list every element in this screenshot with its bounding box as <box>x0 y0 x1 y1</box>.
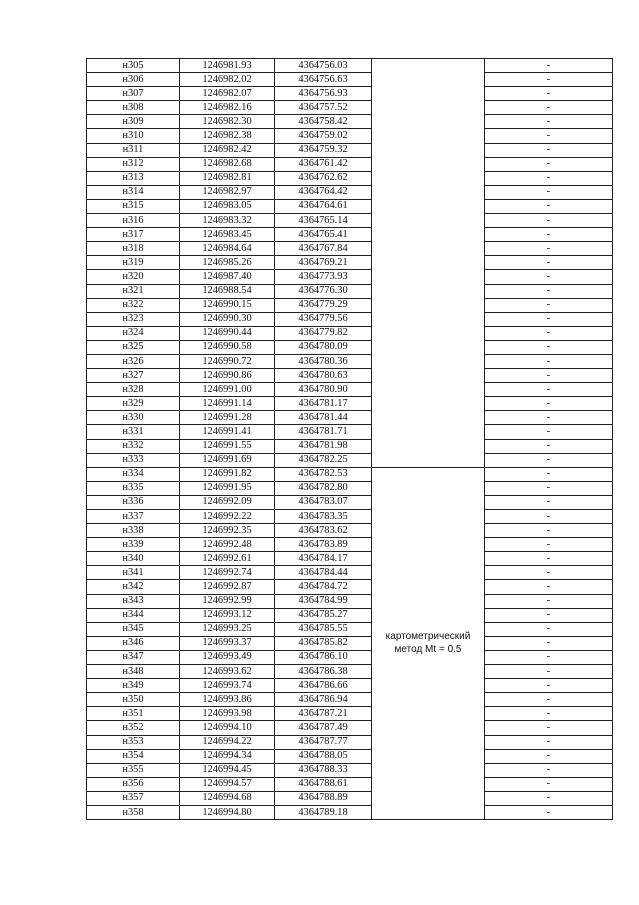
table-row <box>87 524 613 538</box>
y-coord-cell: 4364783.89 <box>275 538 372 552</box>
note-cell: - <box>485 805 613 819</box>
point-id-cell: н310 <box>87 129 180 143</box>
y-coord-cell: 4364782.53 <box>275 467 372 481</box>
point-id-cell: н349 <box>87 679 180 693</box>
x-coord-cell: 1246994.34 <box>180 749 275 763</box>
y-coord-cell: 4364788.89 <box>275 791 372 805</box>
y-coord-cell: 4364780.63 <box>275 369 372 383</box>
y-coord-cell: 4364765.41 <box>275 228 372 242</box>
x-coord-cell: 1246983.32 <box>180 214 275 228</box>
table-row <box>87 552 613 566</box>
y-coord-cell: 4364756.03 <box>275 59 372 73</box>
table-row <box>87 256 613 270</box>
x-coord-cell: 1246992.22 <box>180 510 275 524</box>
x-coord-cell: 1246988.54 <box>180 284 275 298</box>
point-id-cell: н319 <box>87 256 180 270</box>
note-cell: - <box>485 777 613 791</box>
point-id-cell: н348 <box>87 665 180 679</box>
x-coord-cell: 1246993.98 <box>180 707 275 721</box>
table-row <box>87 171 613 185</box>
note-cell: - <box>485 650 613 664</box>
y-coord-cell: 4364783.35 <box>275 510 372 524</box>
point-id-cell: н334 <box>87 467 180 481</box>
x-coord-cell: 1246992.09 <box>180 495 275 509</box>
point-id-cell: н332 <box>87 439 180 453</box>
y-coord-cell: 4364769.21 <box>275 256 372 270</box>
point-id-cell: н339 <box>87 538 180 552</box>
method-cell-upper <box>372 59 485 468</box>
note-cell: - <box>485 73 613 87</box>
point-id-cell: н354 <box>87 749 180 763</box>
y-coord-cell: 4364764.61 <box>275 199 372 213</box>
x-coord-cell: 1246990.15 <box>180 298 275 312</box>
x-coord-cell: 1246983.45 <box>180 228 275 242</box>
table-row <box>87 298 613 312</box>
x-coord-cell: 1246993.74 <box>180 679 275 693</box>
x-coord-cell: 1246993.25 <box>180 622 275 636</box>
x-coord-cell: 1246982.81 <box>180 171 275 185</box>
y-coord-cell: 4364784.17 <box>275 552 372 566</box>
x-coord-cell: 1246992.99 <box>180 594 275 608</box>
table-row <box>87 326 613 340</box>
x-coord-cell: 1246993.37 <box>180 636 275 650</box>
note-cell: - <box>485 495 613 509</box>
y-coord-cell: 4364764.42 <box>275 185 372 199</box>
y-coord-cell: 4364787.21 <box>275 707 372 721</box>
x-coord-cell: 1246991.82 <box>180 467 275 481</box>
x-coord-cell: 1246992.74 <box>180 566 275 580</box>
table-row <box>87 129 613 143</box>
note-cell: - <box>485 397 613 411</box>
point-id-cell: н342 <box>87 580 180 594</box>
table-row <box>87 214 613 228</box>
x-coord-cell: 1246992.87 <box>180 580 275 594</box>
table-row <box>87 270 613 284</box>
y-coord-cell: 4364782.80 <box>275 481 372 495</box>
table-row <box>87 538 613 552</box>
note-cell: - <box>485 594 613 608</box>
note-cell: - <box>485 383 613 397</box>
y-coord-cell: 4364789.18 <box>275 805 372 819</box>
note-cell: - <box>485 721 613 735</box>
note-cell: - <box>485 679 613 693</box>
note-cell: - <box>485 171 613 185</box>
y-coord-cell: 4364788.33 <box>275 763 372 777</box>
point-id-cell: н309 <box>87 115 180 129</box>
point-id-cell: н357 <box>87 791 180 805</box>
note-cell: - <box>485 453 613 467</box>
y-coord-cell: 4364780.09 <box>275 340 372 354</box>
point-id-cell: н312 <box>87 157 180 171</box>
x-coord-cell: 1246985.26 <box>180 256 275 270</box>
y-coord-cell: 4364759.32 <box>275 143 372 157</box>
x-coord-cell: 1246990.72 <box>180 354 275 368</box>
note-cell: - <box>485 665 613 679</box>
note-cell: - <box>485 284 613 298</box>
note-cell: - <box>485 157 613 171</box>
note-cell: - <box>485 59 613 73</box>
x-coord-cell: 1246994.22 <box>180 735 275 749</box>
x-coord-cell: 1246990.44 <box>180 326 275 340</box>
point-id-cell: н325 <box>87 340 180 354</box>
point-id-cell: н340 <box>87 552 180 566</box>
table-row <box>87 665 613 679</box>
table-row <box>87 185 613 199</box>
x-coord-cell: 1246983.05 <box>180 199 275 213</box>
note-cell: - <box>485 256 613 270</box>
table-row <box>87 622 613 636</box>
table-row <box>87 749 613 763</box>
point-id-cell: н318 <box>87 242 180 256</box>
x-coord-cell: 1246994.57 <box>180 777 275 791</box>
x-coord-cell: 1246991.69 <box>180 453 275 467</box>
x-coord-cell: 1246991.41 <box>180 425 275 439</box>
note-cell: - <box>485 312 613 326</box>
note-cell: - <box>485 228 613 242</box>
note-cell: - <box>485 185 613 199</box>
note-cell: - <box>485 538 613 552</box>
point-id-cell: н355 <box>87 763 180 777</box>
note-cell: - <box>485 467 613 481</box>
note-cell: - <box>485 763 613 777</box>
note-cell: - <box>485 411 613 425</box>
point-id-cell: н313 <box>87 171 180 185</box>
table-row <box>87 467 613 481</box>
point-id-cell: н307 <box>87 87 180 101</box>
x-coord-cell: 1246994.68 <box>180 791 275 805</box>
point-id-cell: н350 <box>87 693 180 707</box>
table-row <box>87 791 613 805</box>
note-cell: - <box>485 608 613 622</box>
point-id-cell: н320 <box>87 270 180 284</box>
table-row <box>87 636 613 650</box>
x-coord-cell: 1246991.14 <box>180 397 275 411</box>
point-id-cell: н311 <box>87 143 180 157</box>
y-coord-cell: 4364786.38 <box>275 665 372 679</box>
y-coord-cell: 4364758.42 <box>275 115 372 129</box>
x-coord-cell: 1246991.28 <box>180 411 275 425</box>
table-row <box>87 735 613 749</box>
table-row <box>87 157 613 171</box>
y-coord-cell: 4364781.17 <box>275 397 372 411</box>
table-row <box>87 763 613 777</box>
note-cell: - <box>485 340 613 354</box>
note-cell: - <box>485 735 613 749</box>
note-cell: - <box>485 270 613 284</box>
point-id-cell: н351 <box>87 707 180 721</box>
note-cell: - <box>485 354 613 368</box>
y-coord-cell: 4364759.02 <box>275 129 372 143</box>
x-coord-cell: 1246982.16 <box>180 101 275 115</box>
table-row <box>87 242 613 256</box>
table-row <box>87 805 613 819</box>
x-coord-cell: 1246987.40 <box>180 270 275 284</box>
x-coord-cell: 1246982.68 <box>180 157 275 171</box>
note-cell: - <box>485 481 613 495</box>
table-row <box>87 199 613 213</box>
y-coord-cell: 4364780.90 <box>275 383 372 397</box>
table-row <box>87 73 613 87</box>
point-id-cell: н358 <box>87 805 180 819</box>
x-coord-cell: 1246994.45 <box>180 763 275 777</box>
point-id-cell: н326 <box>87 354 180 368</box>
table-row <box>87 650 613 664</box>
point-id-cell: н328 <box>87 383 180 397</box>
x-coord-cell: 1246993.62 <box>180 665 275 679</box>
x-coord-cell: 1246982.38 <box>180 129 275 143</box>
x-coord-cell: 1246992.35 <box>180 524 275 538</box>
point-id-cell: н308 <box>87 101 180 115</box>
coordinates-table-body <box>87 59 613 820</box>
y-coord-cell: 4364787.77 <box>275 735 372 749</box>
table-row <box>87 143 613 157</box>
coordinates-table <box>86 58 613 820</box>
y-coord-cell: 4364786.94 <box>275 693 372 707</box>
y-coord-cell: 4364783.62 <box>275 524 372 538</box>
table-row <box>87 369 613 383</box>
point-id-cell: н356 <box>87 777 180 791</box>
note-cell: - <box>485 129 613 143</box>
point-id-cell: н344 <box>87 608 180 622</box>
table-row <box>87 425 613 439</box>
note-cell: - <box>485 791 613 805</box>
y-coord-cell: 4364787.49 <box>275 721 372 735</box>
note-cell: - <box>485 101 613 115</box>
point-id-cell: н321 <box>87 284 180 298</box>
point-id-cell: н335 <box>87 481 180 495</box>
point-id-cell: н343 <box>87 594 180 608</box>
table-row <box>87 566 613 580</box>
note-cell: - <box>485 749 613 763</box>
point-id-cell: н314 <box>87 185 180 199</box>
x-coord-cell: 1246982.42 <box>180 143 275 157</box>
y-coord-cell: 4364762.62 <box>275 171 372 185</box>
table-row <box>87 354 613 368</box>
y-coord-cell: 4364781.44 <box>275 411 372 425</box>
point-id-cell: н333 <box>87 453 180 467</box>
y-coord-cell: 4364784.72 <box>275 580 372 594</box>
point-id-cell: н323 <box>87 312 180 326</box>
x-coord-cell: 1246984.64 <box>180 242 275 256</box>
note-cell: - <box>485 510 613 524</box>
note-cell: - <box>485 369 613 383</box>
table-row <box>87 608 613 622</box>
y-coord-cell: 4364773.93 <box>275 270 372 284</box>
y-coord-cell: 4364776.30 <box>275 284 372 298</box>
y-coord-cell: 4364783.07 <box>275 495 372 509</box>
note-cell: - <box>485 524 613 538</box>
table-row <box>87 510 613 524</box>
table-row <box>87 481 613 495</box>
table-row <box>87 679 613 693</box>
y-coord-cell: 4364785.55 <box>275 622 372 636</box>
table-row <box>87 777 613 791</box>
table-row <box>87 397 613 411</box>
point-id-cell: н322 <box>87 298 180 312</box>
note-cell: - <box>485 707 613 721</box>
table-row <box>87 101 613 115</box>
y-coord-cell: 4364780.36 <box>275 354 372 368</box>
point-id-cell: н352 <box>87 721 180 735</box>
x-coord-cell: 1246991.55 <box>180 439 275 453</box>
table-row <box>87 228 613 242</box>
note-cell: - <box>485 143 613 157</box>
note-cell: - <box>485 552 613 566</box>
note-cell: - <box>485 298 613 312</box>
x-coord-cell: 1246982.97 <box>180 185 275 199</box>
x-coord-cell: 1246993.49 <box>180 650 275 664</box>
note-cell: - <box>485 425 613 439</box>
point-id-cell: н331 <box>87 425 180 439</box>
y-coord-cell: 4364782.25 <box>275 453 372 467</box>
x-coord-cell: 1246990.30 <box>180 312 275 326</box>
x-coord-cell: 1246992.61 <box>180 552 275 566</box>
note-cell: - <box>485 566 613 580</box>
point-id-cell: н330 <box>87 411 180 425</box>
y-coord-cell: 4364757.52 <box>275 101 372 115</box>
y-coord-cell: 4364779.82 <box>275 326 372 340</box>
table-row <box>87 453 613 467</box>
x-coord-cell: 1246991.95 <box>180 481 275 495</box>
x-coord-cell: 1246994.10 <box>180 721 275 735</box>
x-coord-cell: 1246993.86 <box>180 693 275 707</box>
x-coord-cell: 1246981.93 <box>180 59 275 73</box>
y-coord-cell: 4364788.05 <box>275 749 372 763</box>
note-cell: - <box>485 580 613 594</box>
note-cell: - <box>485 214 613 228</box>
x-coord-cell: 1246990.58 <box>180 340 275 354</box>
x-coord-cell: 1246990.86 <box>180 369 275 383</box>
point-id-cell: н316 <box>87 214 180 228</box>
point-id-cell: н337 <box>87 510 180 524</box>
y-coord-cell: 4364786.66 <box>275 679 372 693</box>
method-cell-lower: картометрический метод Mt = 0.5 <box>372 467 485 819</box>
table-row <box>87 707 613 721</box>
point-id-cell: н346 <box>87 636 180 650</box>
x-coord-cell: 1246982.02 <box>180 73 275 87</box>
note-cell: - <box>485 693 613 707</box>
y-coord-cell: 4364765.14 <box>275 214 372 228</box>
y-coord-cell: 4364779.56 <box>275 312 372 326</box>
point-id-cell: н345 <box>87 622 180 636</box>
table-row <box>87 580 613 594</box>
y-coord-cell: 4364756.63 <box>275 73 372 87</box>
y-coord-cell: 4364756.93 <box>275 87 372 101</box>
point-id-cell: н329 <box>87 397 180 411</box>
y-coord-cell: 4364784.99 <box>275 594 372 608</box>
table-row <box>87 312 613 326</box>
note-cell: - <box>485 199 613 213</box>
table-row <box>87 411 613 425</box>
note-cell: - <box>485 87 613 101</box>
table-row <box>87 383 613 397</box>
table-row <box>87 340 613 354</box>
table-row <box>87 59 613 73</box>
table-row <box>87 721 613 735</box>
point-id-cell: н306 <box>87 73 180 87</box>
point-id-cell: н338 <box>87 524 180 538</box>
note-cell: - <box>485 636 613 650</box>
point-id-cell: н324 <box>87 326 180 340</box>
y-coord-cell: 4364767.84 <box>275 242 372 256</box>
point-id-cell: н341 <box>87 566 180 580</box>
y-coord-cell: 4364779.29 <box>275 298 372 312</box>
table-row <box>87 284 613 298</box>
note-cell: - <box>485 326 613 340</box>
point-id-cell: н315 <box>87 199 180 213</box>
x-coord-cell: 1246982.30 <box>180 115 275 129</box>
x-coord-cell: 1246991.00 <box>180 383 275 397</box>
x-coord-cell: 1246982.07 <box>180 87 275 101</box>
y-coord-cell: 4364781.98 <box>275 439 372 453</box>
table-row <box>87 439 613 453</box>
point-id-cell: н353 <box>87 735 180 749</box>
y-coord-cell: 4364784.44 <box>275 566 372 580</box>
point-id-cell: н336 <box>87 495 180 509</box>
table-row <box>87 594 613 608</box>
note-cell: - <box>485 242 613 256</box>
x-coord-cell: 1246993.12 <box>180 608 275 622</box>
point-id-cell: н305 <box>87 59 180 73</box>
point-id-cell: н347 <box>87 650 180 664</box>
x-coord-cell: 1246992.48 <box>180 538 275 552</box>
table-row <box>87 693 613 707</box>
note-cell: - <box>485 115 613 129</box>
table-row <box>87 87 613 101</box>
x-coord-cell: 1246994.80 <box>180 805 275 819</box>
point-id-cell: н317 <box>87 228 180 242</box>
table-row <box>87 115 613 129</box>
y-coord-cell: 4364785.27 <box>275 608 372 622</box>
table-row <box>87 495 613 509</box>
point-id-cell: н327 <box>87 369 180 383</box>
y-coord-cell: 4364761.42 <box>275 157 372 171</box>
y-coord-cell: 4364781.71 <box>275 425 372 439</box>
y-coord-cell: 4364785.82 <box>275 636 372 650</box>
y-coord-cell: 4364788.61 <box>275 777 372 791</box>
note-cell: - <box>485 622 613 636</box>
note-cell: - <box>485 439 613 453</box>
y-coord-cell: 4364786.10 <box>275 650 372 664</box>
